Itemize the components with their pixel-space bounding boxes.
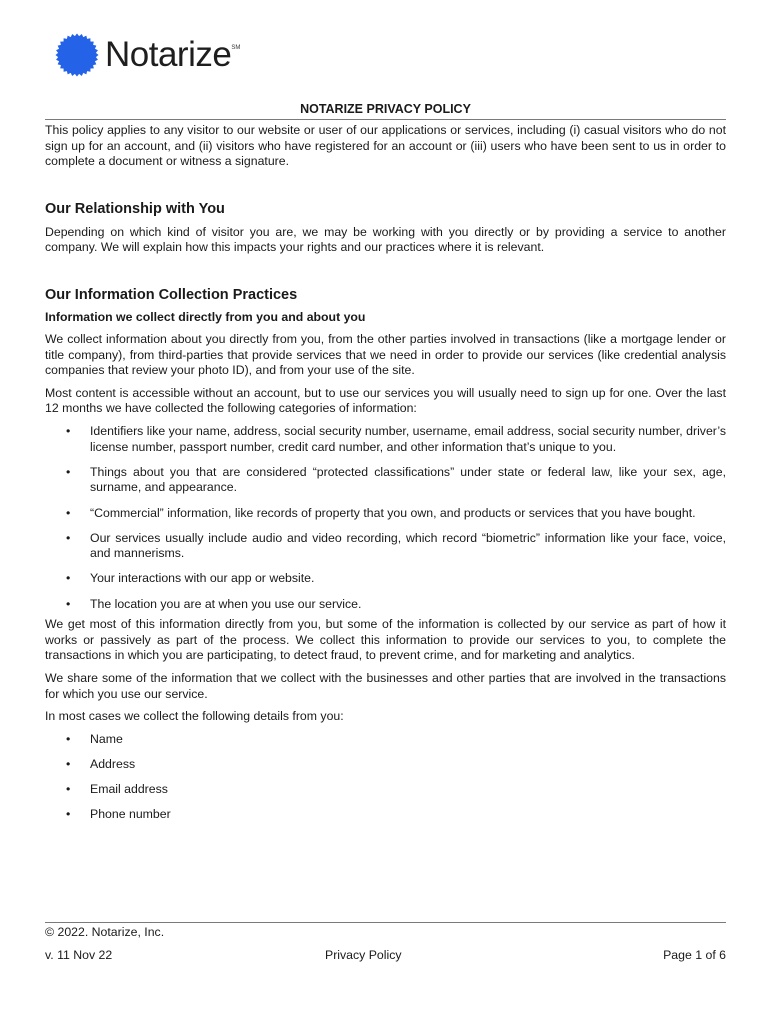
list-item: • Identifiers like your name, address, social security number, username, email address, social security number, driver’s license number, passport number, credit card number, and other information that’s unique to you.	[66, 423, 726, 454]
category-list	[45, 424, 726, 612]
list-item: • Your interactions with our app or website.	[66, 571, 315, 586]
list-item: • Address	[66, 756, 136, 771]
relationship-heading: Our Relationship with You	[45, 200, 225, 217]
list-item: • Our services usually include audio and video recording, which record “biometric” information like your face, voice, and mannerisms.	[66, 530, 726, 561]
footer-version: v. 11 Nov 22	[45, 948, 113, 962]
collection-paragraph-1: We collect information about you directly from you, from the other parties involved in transactions (like a mortgage lender or title company), from third-parties that provide services that we need in order to provide our services (like credential analysis companies that review your photo ID), and from your use of the site.	[45, 331, 726, 378]
bullet-icon: •	[66, 505, 71, 520]
footer-page-number: Page 1 of 6	[663, 948, 726, 962]
details-list	[45, 732, 726, 823]
collection-paragraph-3: We get most of this information directly from you, but some of the information is collected by our service as part of how it works or passively as part of the process. We collect this information to provide our services to you, to complete the transactions in which you are participating, to detect fraud, to prevent crime, and for marketing and analytics.	[45, 617, 726, 663]
document-body	[45, 100, 726, 832]
document-title: NOTARIZE PRIVACY POLICY	[45, 100, 726, 120]
notarize-logo	[55, 33, 240, 77]
bullet-icon: •	[66, 756, 71, 771]
collection-subheading: Information we collect directly from you and about you	[45, 309, 366, 324]
logo-wordmark: Notarize	[105, 35, 232, 74]
bullet-icon: •	[66, 731, 71, 746]
footer-copyright: © 2022. Notarize, Inc.	[45, 925, 165, 939]
list-item: • Name	[66, 731, 123, 746]
list-item: • Email address	[66, 781, 168, 796]
bullet-icon: •	[66, 571, 71, 586]
list-item: • “Commercial” information, like records of property that you own, and products or services that you have bought.	[66, 505, 696, 520]
list-item: • Phone number	[66, 806, 171, 821]
intro-paragraph: This policy applies to any visitor to our website or user of our applications or services, including (i) casual visitors who do not sign up for an account, and (ii) visitors who have registered for an account or (iii) users who have been sent to us in order to complete a document or witness a signature.	[45, 123, 726, 169]
notarize-seal-icon	[55, 33, 99, 77]
bullet-icon: •	[66, 423, 71, 438]
bullet-icon: •	[66, 781, 71, 796]
bullet-icon: •	[66, 464, 71, 479]
footer-doc-name: Privacy Policy	[325, 948, 402, 962]
collection-paragraph-4: We share some of the information that we collect with the businesses and other parties that are involved in the transactions for which you use our service.	[45, 671, 726, 701]
list-item: • The location you are at when you use our service.	[66, 596, 362, 611]
collection-paragraph-2: Most content is accessible without an account, but to use our services you will usually need to sign up for one. Over the last 12 months we have collected the following categories of information:	[45, 385, 726, 416]
bullet-icon: •	[66, 530, 71, 545]
list-item: • Things about you that are considered “protected classifications” under state or federal law, like your sex, age, surname, and appearance.	[66, 464, 726, 495]
page-footer	[45, 922, 726, 962]
collection-heading: Our Information Collection Practices	[45, 286, 298, 303]
bullet-icon: •	[66, 806, 71, 821]
collection-paragraph-5: In most cases we collect the following details from you:	[45, 709, 344, 724]
relationship-paragraph: Depending on which kind of visitor you are, we may be working with you directly or by providing a service to another company. We will explain how this impacts your rights and our practices where it is relevant.	[45, 224, 726, 255]
logo-service-mark: SM	[231, 45, 241, 51]
bullet-icon: •	[66, 596, 71, 611]
